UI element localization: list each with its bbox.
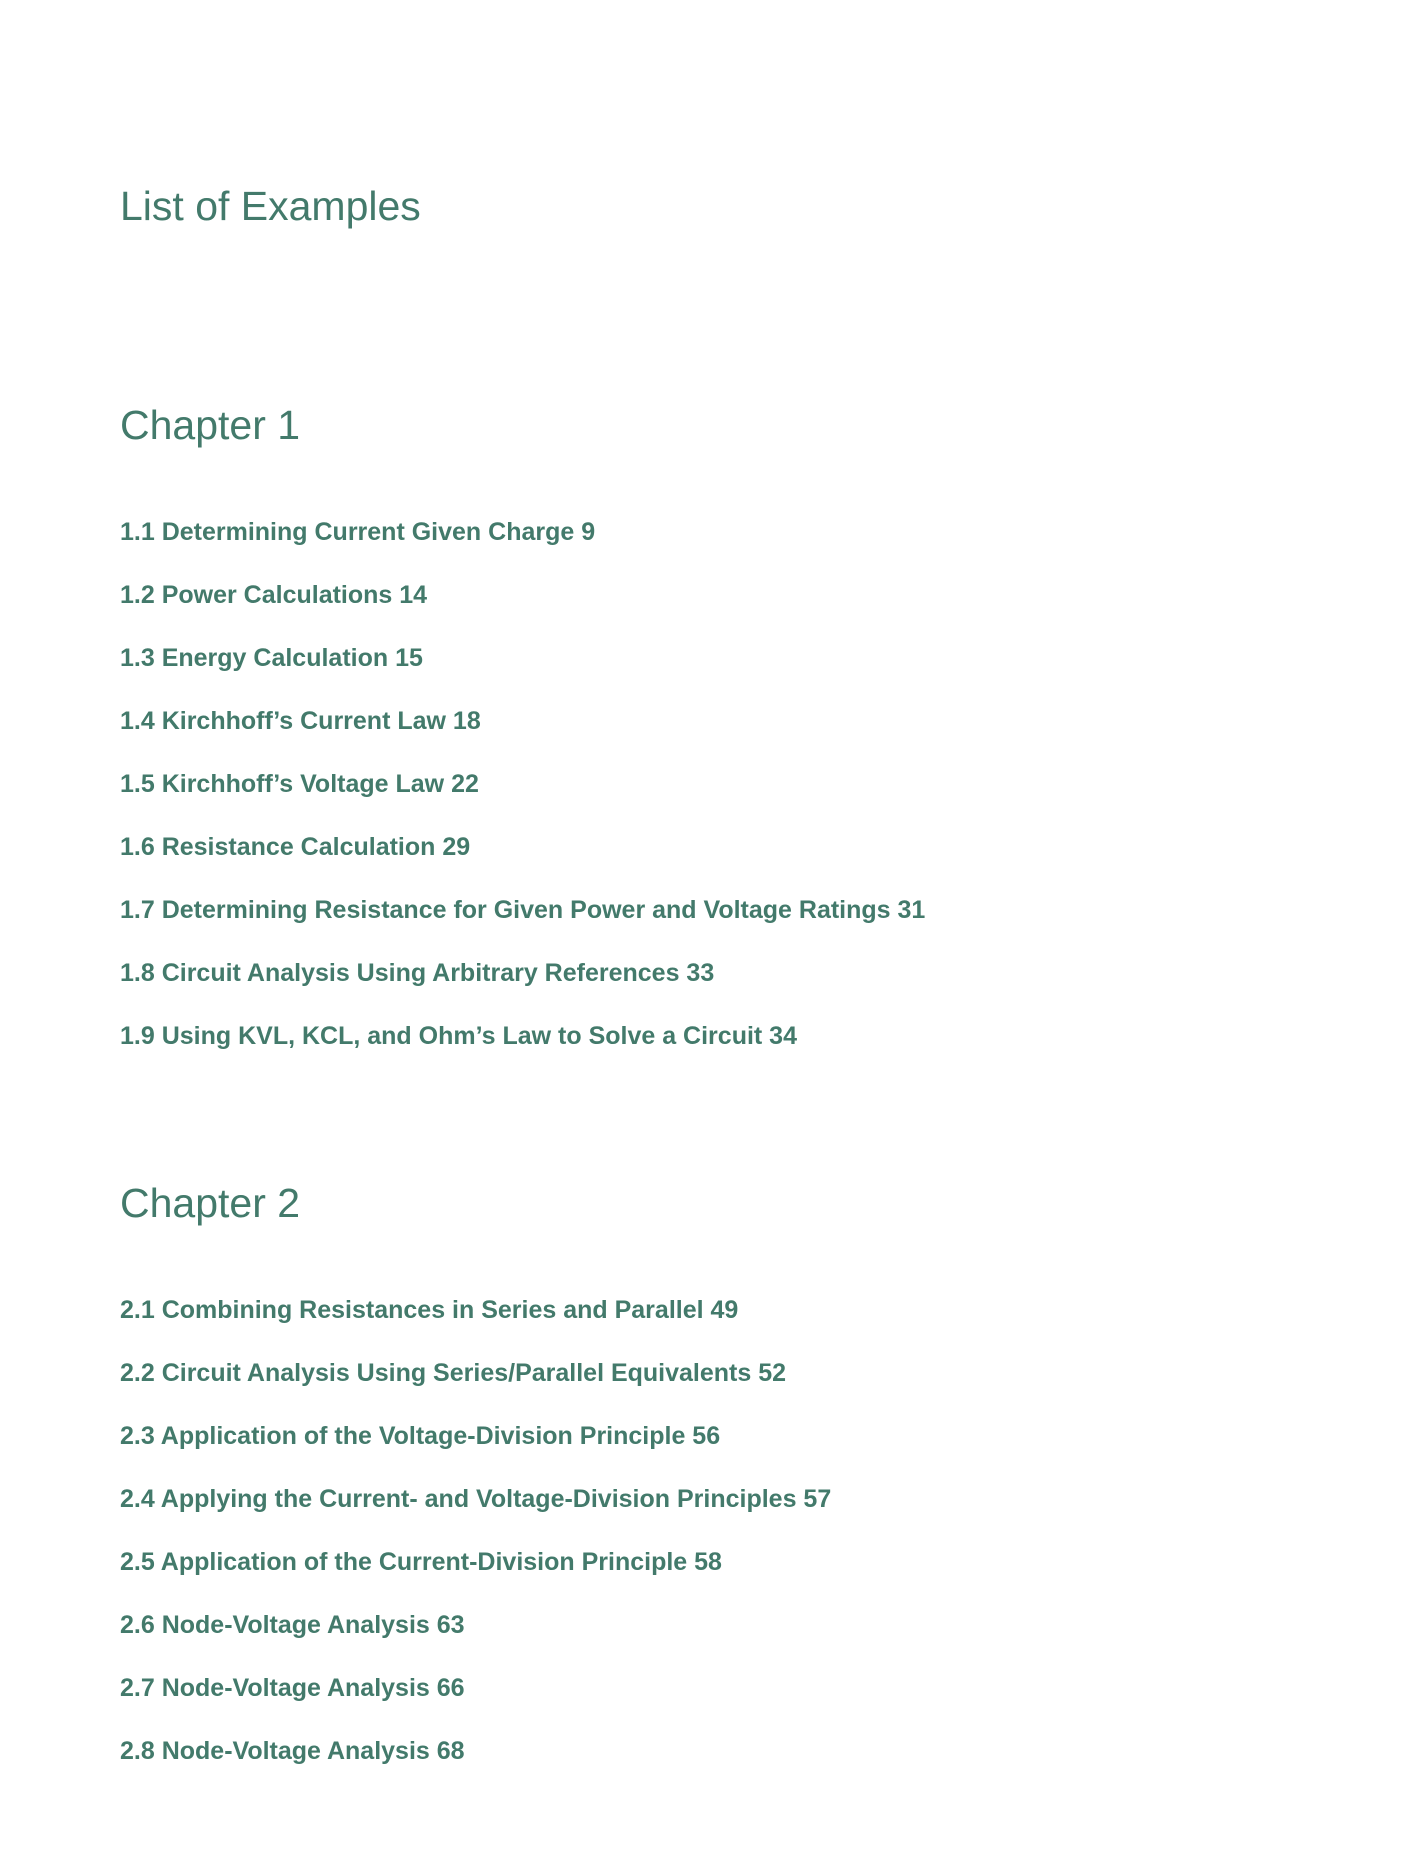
chapter-1-section — [120, 401, 1300, 1050]
example-link[interactable]: 1.2 Power Calculations 14 — [120, 581, 428, 609]
example-entry-2-5[interactable] — [120, 1547, 831, 1610]
example-entry-1-6[interactable] — [120, 832, 925, 895]
example-link[interactable]: 2.4 Applying the Current- and Voltage-Division Principles 57 — [120, 1485, 832, 1513]
example-list — [120, 517, 925, 1084]
example-entry-1-4[interactable] — [120, 706, 925, 769]
example-entry-2-3[interactable] — [120, 1421, 831, 1484]
example-entry-2-8[interactable] — [120, 1736, 831, 1799]
chapter-heading: Chapter 1 — [120, 402, 301, 448]
example-entry-1-9[interactable] — [120, 1021, 925, 1084]
example-entry-1-5[interactable] — [120, 769, 925, 832]
example-entry-2-2[interactable] — [120, 1358, 831, 1421]
example-list — [120, 1295, 831, 1799]
example-link[interactable]: 2.2 Circuit Analysis Using Series/Parallel Equivalents 52 — [120, 1359, 787, 1387]
chapter-heading: Chapter 2 — [120, 1180, 301, 1226]
example-entry-1-7[interactable] — [120, 895, 925, 958]
example-entry-1-2[interactable] — [120, 580, 925, 643]
example-link[interactable]: 1.8 Circuit Analysis Using Arbitrary References 33 — [120, 959, 715, 987]
example-link[interactable]: 1.6 Resistance Calculation 29 — [120, 833, 471, 861]
example-link[interactable]: 1.1 Determining Current Given Charge 9 — [120, 518, 596, 546]
example-link[interactable]: 2.7 Node-Voltage Analysis 66 — [120, 1674, 465, 1702]
page-title: List of Examples — [120, 183, 421, 229]
example-entry-2-7[interactable] — [120, 1673, 831, 1736]
example-link[interactable]: 2.6 Node-Voltage Analysis 63 — [120, 1611, 465, 1639]
example-link[interactable]: 1.4 Kirchhoff’s Current Law 18 — [120, 707, 481, 735]
example-entry-1-3[interactable] — [120, 643, 925, 706]
example-entry-1-8[interactable] — [120, 958, 925, 1021]
example-entry-2-1[interactable] — [120, 1295, 831, 1358]
example-entry-2-4[interactable] — [120, 1484, 831, 1547]
example-link[interactable]: 1.7 Determining Resistance for Given Power and Voltage Ratings 31 — [120, 896, 926, 924]
example-link[interactable]: 2.5 Application of the Current-Division Principle 58 — [120, 1548, 722, 1576]
example-link[interactable]: 1.9 Using KVL, KCL, and Ohm’s Law to Solve a Circuit 34 — [120, 1022, 797, 1050]
chapter-2-section — [120, 1179, 1300, 1765]
example-link[interactable]: 1.5 Kirchhoff’s Voltage Law 22 — [120, 770, 479, 798]
example-entry-1-1[interactable] — [120, 517, 925, 580]
example-link[interactable]: 2.8 Node-Voltage Analysis 68 — [120, 1737, 465, 1765]
example-link[interactable]: 1.3 Energy Calculation 15 — [120, 644, 423, 672]
example-entry-2-6[interactable] — [120, 1610, 831, 1673]
example-link[interactable]: 2.1 Combining Resistances in Series and Parallel 49 — [120, 1296, 739, 1324]
example-link[interactable]: 2.3 Application of the Voltage-Division Principle 56 — [120, 1422, 721, 1450]
